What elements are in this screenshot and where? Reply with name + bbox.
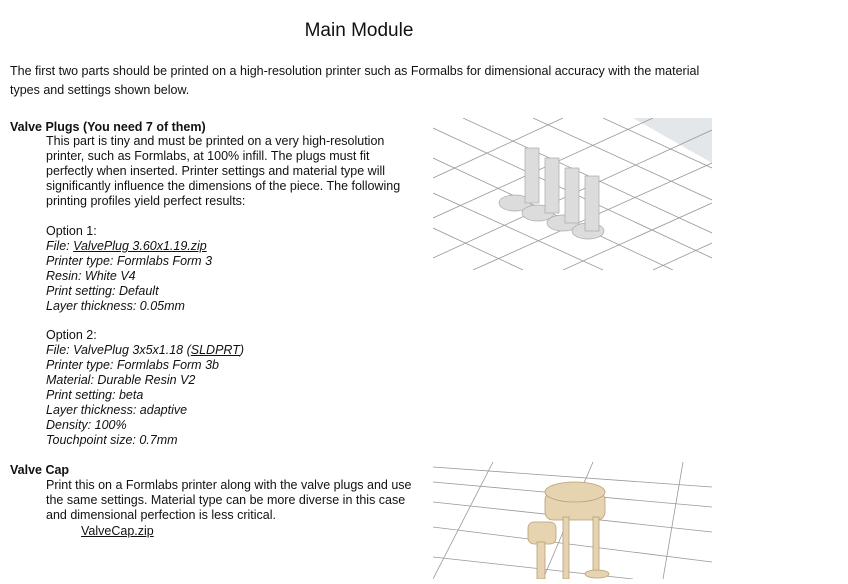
option2-label: Option 2: (46, 328, 97, 342)
option2-block (46, 328, 416, 448)
option1-printer: Printer type: Formlabs Form 3 (46, 254, 213, 268)
valve-cap-heading: Valve Cap (10, 463, 70, 477)
page-title: Main Module (304, 20, 414, 41)
option2-file-link[interactable]: SLDPRT (190, 343, 240, 357)
option2-layer: Layer thickness: adaptive (46, 403, 188, 417)
option2-file-prefix: File: ValvePlug 3x5x1.18 ( (46, 343, 191, 357)
option2-file-suffix: ) (239, 343, 245, 357)
option2-density: Density: 100% (46, 418, 127, 432)
option2-printer: Printer type: Formlabs Form 3b (46, 358, 219, 372)
intro-text: The first two parts should be printed on a high-resolution printer such as Formalbs for dimensional accuracy with the material types and settings shown below. (10, 64, 700, 97)
option2-material: Material: Durable Resin V2 (46, 373, 196, 387)
valve-cap-file-link[interactable]: ValveCap.zip (81, 524, 154, 538)
option1-layer: Layer thickness: 0.05mm (46, 299, 185, 313)
option2-touchpoint: Touchpoint size: 0.7mm (46, 433, 178, 447)
valve-cap-description: Print this on a Formlabs printer along with the valve plugs and use the same settings. Material type can be more diverse in this case and dimensional perfection is less critical. (46, 478, 412, 522)
option1-file-link[interactable]: ValvePlug 3.60x1.19.zip (73, 239, 207, 253)
option2-setting: Print setting: beta (46, 388, 144, 402)
option1-block (46, 224, 416, 314)
valve-plugs-heading: Valve Plugs (You need 7 of them) (10, 120, 206, 134)
valve-cap-render (433, 462, 712, 579)
option1-file-prefix: File: (46, 239, 74, 253)
valve-plugs-description: This part is tiny and must be printed on a very high-resolution printer, such as Formlabs, at 100% infill. The plugs must fit perfectly when inserted. Printer settings and material type will significantly influence the dimensions of the piece. The following printing profiles yield perfect results: (46, 134, 401, 208)
valve-plugs-render (433, 118, 712, 270)
option1-setting: Print setting: Default (46, 284, 159, 298)
option1-resin: Resin: White V4 (46, 269, 136, 283)
option1-label: Option 1: (46, 224, 97, 238)
